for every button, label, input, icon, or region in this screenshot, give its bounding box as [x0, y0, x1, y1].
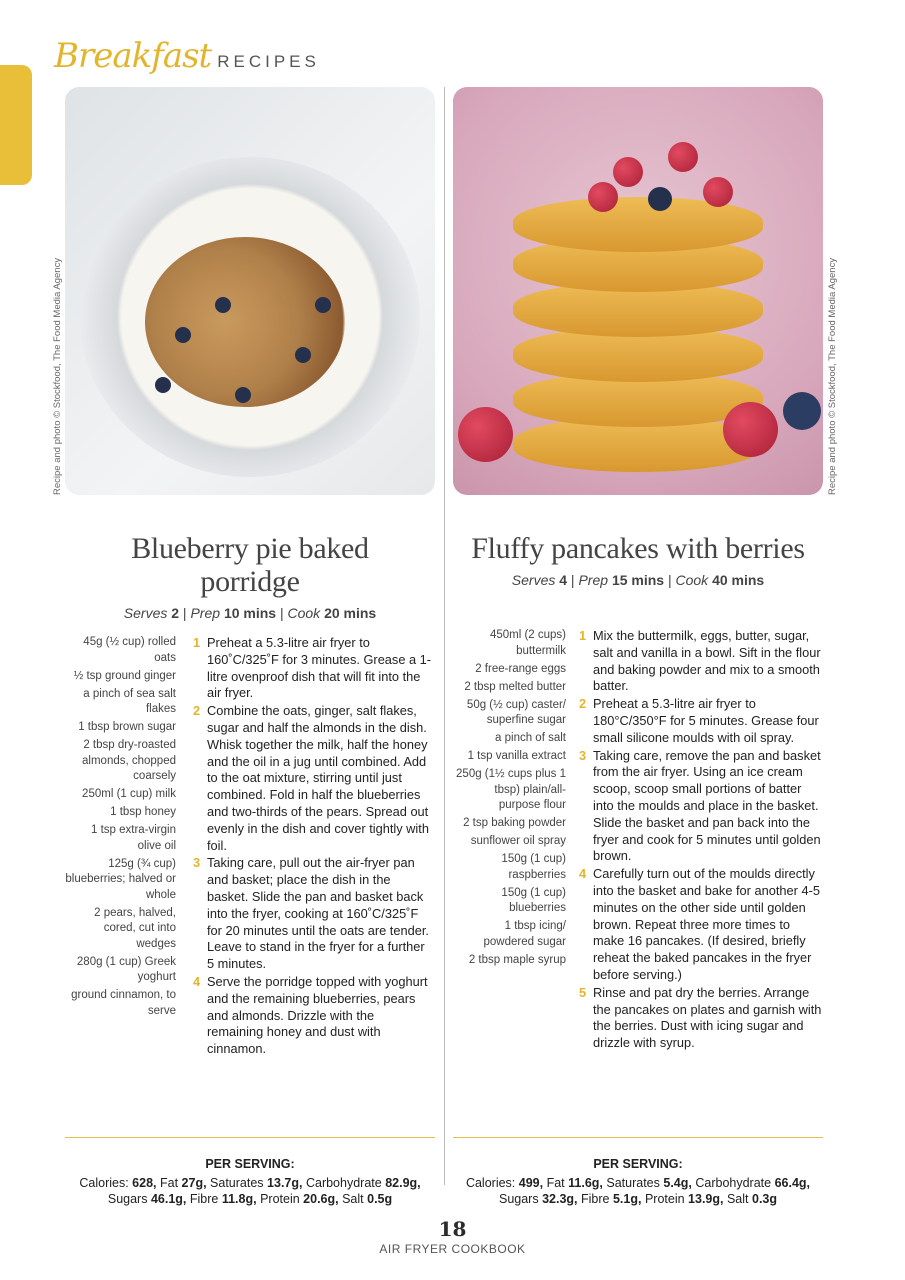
ingredient-item: 2 tbsp melted butter	[464, 680, 566, 693]
nutrient-label: Salt	[342, 1192, 364, 1206]
ingredient-item: 2 tbsp maple syrup	[468, 953, 566, 966]
step-text: Preheat a 5.3-litre air fryer to 180°C/350°F for 5 minutes. Grease four small silicone moulds with oil spray.	[593, 696, 819, 745]
recipe-title: Fluffy pancakes with berries	[471, 532, 805, 565]
ingredient-item: 1 tsp vanilla extract	[467, 750, 566, 762]
per-serving-heading: PER SERVING:	[205, 1157, 295, 1171]
ingredient-item: 280g (1 cup) Greek yoghurt	[76, 955, 176, 983]
nutrient-value: 82.9g,	[385, 1176, 421, 1190]
step-number: 4	[193, 973, 201, 989]
step-number: 3	[193, 855, 201, 871]
ingredient-item: 1 tbsp brown sugar	[78, 721, 176, 733]
page-number: 18	[438, 1217, 467, 1241]
section-script-title: Breakfast	[54, 36, 212, 76]
step-number: 4	[579, 866, 587, 882]
nutrient-label: Sugars	[107, 1192, 148, 1206]
recipe-meta: Serves 2 | Prep 10 mins | Cook 20 mins	[123, 605, 377, 621]
method-step	[579, 748, 823, 866]
method-step	[193, 703, 433, 854]
recipe-column-porridge	[65, 532, 435, 1207]
nutrient-label: Calories:	[79, 1176, 129, 1190]
step-text: Rinse and pat dry the berries. Arrange the pancakes on plates and garnish with the berries. Dust with icing sugar and drizzle with syrup.	[593, 984, 822, 1051]
ingredient-item: 250g (1½ cups plus 1 tbsp) plain/all-purpose flour	[456, 768, 566, 811]
section-tab	[0, 65, 32, 185]
nutrient-value: 20.6g,	[303, 1192, 339, 1206]
recipe-meta: Serves 4 | Prep 15 mins | Cook 40 mins	[511, 572, 765, 588]
method-step	[579, 866, 823, 984]
nutrient-value: 499,	[518, 1176, 544, 1190]
ingredient-item: 150g (1 cup) blueberries	[501, 886, 566, 914]
nutrient-value: 628,	[132, 1176, 157, 1190]
nutrient-value: 0.5g	[367, 1192, 393, 1206]
step-number: 1	[193, 635, 201, 650]
method-step	[193, 635, 433, 702]
step-number: 3	[579, 747, 587, 763]
step-text: Carefully turn out of the moulds directly into the basket and bake for another 4-5 minutes on the other side until golden brown. Repeat three more times to make 16 pancakes. (If desired, briefly reheat the baked pancakes in the fryer before serving.)	[593, 866, 820, 982]
method-list	[579, 628, 823, 1053]
nutrient-label: Carbohydrate	[305, 1176, 382, 1190]
recipe-body	[65, 635, 435, 1059]
ingredient-item: 125g (¾ cup) blueberries; halved or whole	[65, 857, 176, 901]
method-step	[193, 974, 433, 1058]
pancakes-photo	[453, 87, 823, 495]
nutrition-panel	[65, 1156, 435, 1207]
step-number: 2	[579, 696, 587, 712]
ingredient-item: sunflower oil spray	[470, 835, 566, 847]
nutrient-label: Protein	[260, 1192, 300, 1206]
nutrient-label: Fibre	[189, 1192, 219, 1206]
ingredient-item: 50g (½ cup) caster/ superfine sugar	[466, 698, 566, 726]
method-step	[193, 855, 433, 973]
step-text: Mix the buttermilk, eggs, butter, sugar, salt and vanilla in a bowl. Sift in the flour and baking powder and mix to a smooth batter.	[593, 628, 821, 694]
ingredient-item: 2 pears, halved, cored, cut into wedges	[94, 906, 176, 950]
nutrient-label: Saturates	[210, 1176, 264, 1190]
divider-rule	[65, 1137, 435, 1139]
per-serving-heading: PER SERVING:	[593, 1157, 683, 1171]
method-list	[193, 635, 433, 1059]
step-number: 2	[193, 703, 201, 719]
section-header	[54, 36, 320, 76]
ingredient-item: a pinch of salt	[495, 732, 566, 744]
recipe-header	[453, 532, 823, 588]
ingredients-list	[453, 628, 566, 971]
recipe-title: Blueberry pie baked porridge	[131, 532, 369, 598]
ingredient-item: 450ml (2 cups) buttermilk	[489, 629, 566, 657]
step-text: Serve the porridge topped with yoghurt and the remaining blueberries, pears and almonds. Drizzle with the remaining honey and dust with cinnamon.	[207, 973, 428, 1057]
book-title: AIR FRYER COOKBOOK	[379, 1242, 526, 1256]
porridge-photo	[65, 87, 435, 495]
divider-rule	[453, 1137, 823, 1139]
recipe-header	[65, 532, 435, 621]
nutrient-label: Protein	[644, 1192, 685, 1206]
ingredient-item: 250ml (1 cup) milk	[82, 788, 176, 800]
recipe-column-pancakes	[453, 532, 823, 1207]
photo-credit-right: Recipe and photo © Stockfood, The Food Media Agency	[827, 257, 838, 495]
nutrition-panel	[453, 1156, 823, 1207]
nutrient-label: Fibre	[581, 1192, 610, 1206]
ingredient-item: 2 free-range eggs	[475, 662, 566, 675]
step-text: Taking care, remove the pan and basket from the air fryer. Using an ice cream scoop, scoop small portions of batter into the moulds and place in the basket. Slide the basket and pan back into the fryer and cook for 5 minutes until golden brown.	[593, 747, 821, 864]
ingredient-item: 1 tbsp icing/ powdered sugar	[483, 920, 566, 948]
column-divider	[444, 87, 445, 1185]
ingredient-item: ground cinnamon, to serve	[71, 989, 176, 1017]
photo-credit-left: Recipe and photo © Stockfood, The Food Media Agency	[52, 257, 63, 495]
method-step	[579, 696, 823, 746]
method-step	[579, 628, 823, 695]
nutrient-value: 27g,	[181, 1176, 207, 1190]
nutrient-label: Salt	[726, 1192, 749, 1206]
nutrient-label: Carbohydrate	[695, 1176, 772, 1190]
nutrient-value: 0.3g	[752, 1192, 778, 1206]
ingredient-item: 2 tsp baking powder	[463, 817, 566, 829]
step-number: 5	[579, 984, 587, 1000]
method-step	[579, 985, 823, 1052]
nutrient-value: 13.9g,	[688, 1192, 724, 1206]
ingredient-item: 2 tbsp dry-roasted almonds, chopped coarsely	[82, 739, 176, 782]
nutrient-value: 32.3g,	[542, 1192, 578, 1206]
nutrient-value: 11.8g,	[221, 1192, 257, 1206]
ingredients-list	[65, 635, 176, 1022]
nutrient-label: Sugars	[498, 1192, 539, 1206]
nutrient-value: 11.6g,	[568, 1176, 603, 1190]
nutrient-value: 5.1g,	[612, 1192, 642, 1206]
step-text: Taking care, pull out the air-fryer pan and basket; place the dish in the basket. Slide the pan and basket back into the fryer, cooking at 160˚C/325˚F for 20 minutes until the oats are tender. Leave to stand in the fryer for a further 5 minutes.	[207, 855, 429, 972]
nutrient-label: Saturates	[606, 1176, 660, 1190]
section-label: RECIPES	[217, 52, 320, 71]
nutrient-value: 66.4g,	[774, 1176, 811, 1190]
ingredient-item: 150g (1 cup) raspberries	[501, 853, 566, 881]
nutrient-label: Fat	[160, 1176, 179, 1190]
step-text: Preheat a 5.3-litre air fryer to 160˚C/325˚F for 3 minutes. Grease a 1-litre ovenproof dish that will fit into the air fryer.	[207, 635, 432, 701]
nutrient-label: Calories:	[465, 1176, 516, 1190]
nutrient-value: 5.4g,	[663, 1176, 692, 1190]
step-text: Combine the oats, ginger, salt flakes, sugar and half the almonds in the dish. Whisk together the milk, half the honey and the oil in a jug until combined. Add to the oat mixture, stirring until just combined. Fold in half the blueberries and two-thirds of the pears. Spread out evenly in the dish and cover tightly with foil.	[207, 703, 429, 853]
ingredient-item: 1 tsp extra-virgin olive oil	[90, 824, 176, 852]
step-number: 1	[579, 628, 587, 643]
nutrient-value: 46.1g,	[150, 1192, 187, 1206]
ingredient-item: ½ tsp ground ginger	[73, 669, 176, 682]
recipe-body	[453, 628, 823, 1053]
ingredient-item: a pinch of sea salt flakes	[83, 687, 176, 715]
nutrient-label: Fat	[546, 1176, 565, 1190]
ingredient-item: 45g (½ cup) rolled oats	[83, 636, 176, 664]
ingredient-item: 1 tbsp honey	[110, 806, 176, 818]
nutrient-value: 13.7g,	[267, 1176, 303, 1190]
